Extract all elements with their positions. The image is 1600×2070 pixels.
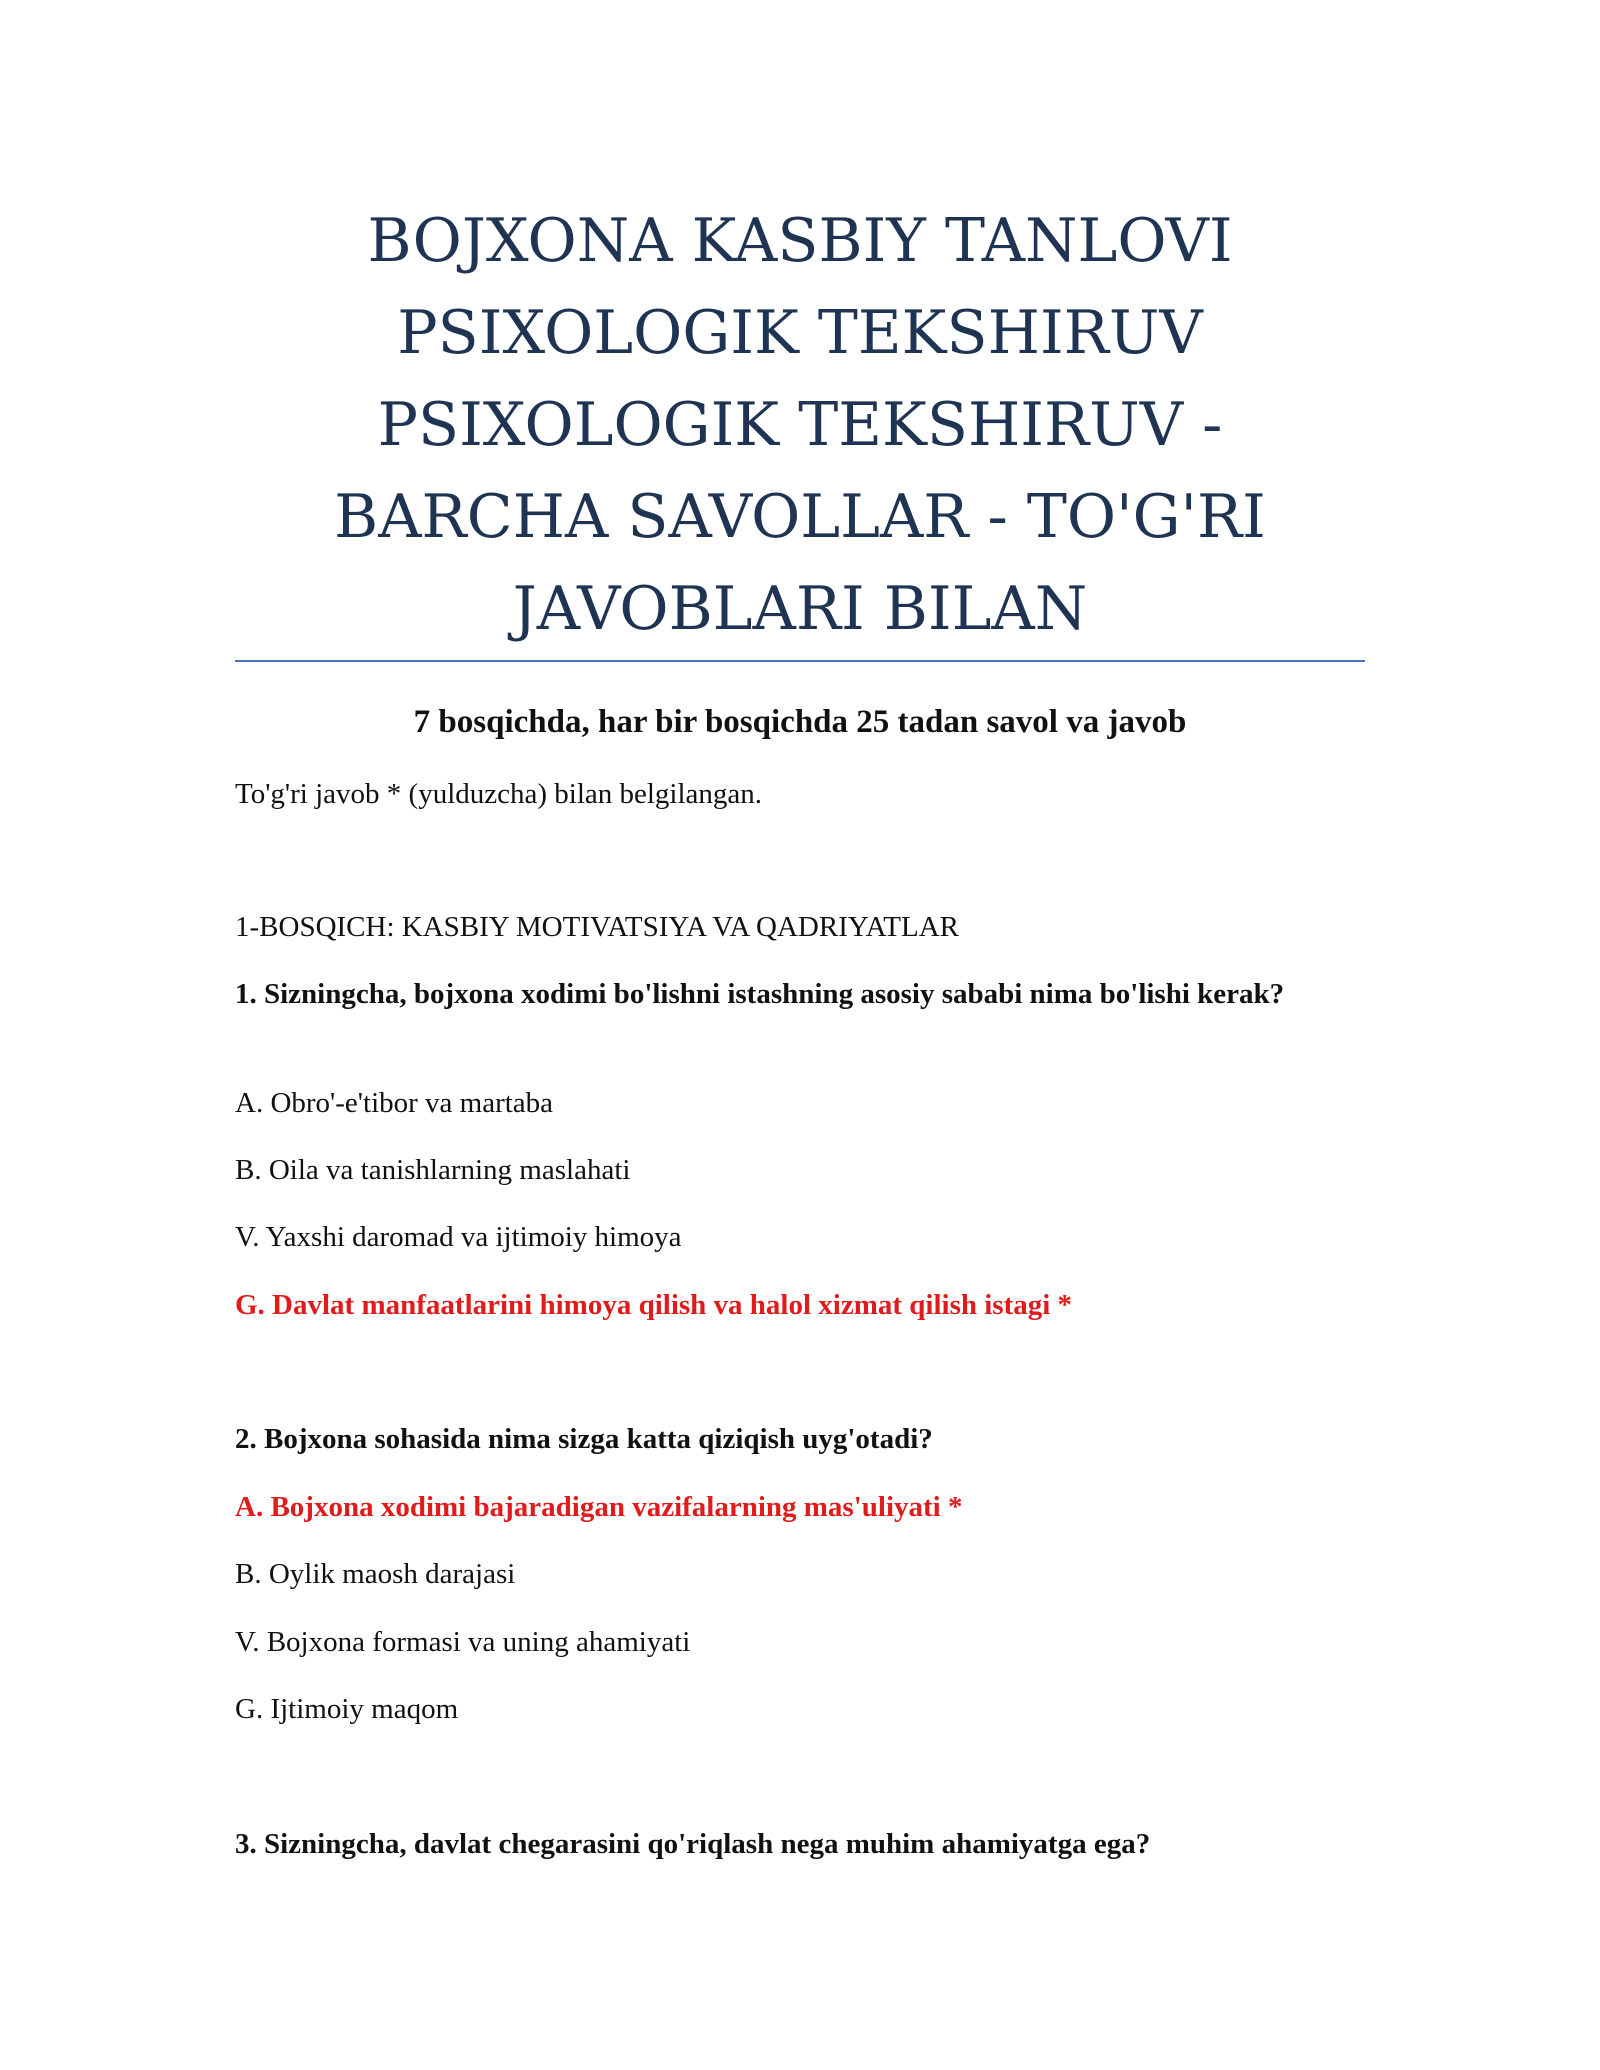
answer-option: G. Ijtimoiy maqom bbox=[235, 1693, 459, 1725]
answer-key-note: To'g'ri javob * (yulduzcha) bilan belgilangan. bbox=[235, 778, 763, 810]
answer-option: B. Oylik maosh darajasi bbox=[235, 1558, 516, 1590]
question-text: 3. Sizningcha, davlat chegarasini qo'riqlash nega muhim ahamiyatga ega? bbox=[235, 1828, 1151, 1860]
answer-option-correct: A. Bojxona xodimi bajaradigan vazifalarning mas'uliyati * bbox=[235, 1491, 963, 1523]
title-underline-divider bbox=[235, 660, 1365, 662]
title-line: PSIXOLOGIK TEKSHIRUV bbox=[397, 298, 1203, 368]
answer-option: V. Yaxshi daromad va ijtimoiy himoya bbox=[235, 1221, 682, 1253]
document-title bbox=[235, 195, 1365, 655]
title-line: PSIXOLOGIK TEKSHIRUV - bbox=[377, 390, 1223, 460]
answer-option: V. Bojxona formasi va uning ahamiyati bbox=[235, 1626, 691, 1658]
document-subtitle: 7 bosqichda, har bir bosqichda 25 tadan savol va javob bbox=[413, 704, 1187, 740]
question-text: 2. Bojxona sohasida nima sizga katta qiziqish uyg'otadi? bbox=[235, 1423, 933, 1455]
section-heading: 1-BOSQICH: KASBIY MOTIVATSIYA VA QADRIYATLAR bbox=[235, 911, 960, 943]
title-line: BOJXONA KASBIY TANLOVI bbox=[367, 206, 1233, 276]
title-line: BARCHA SAVOLLAR - TO'G'RI bbox=[334, 482, 1266, 552]
answer-option-correct: G. Davlat manfaatlarini himoya qilish va halol xizmat qilish istagi * bbox=[235, 1289, 1073, 1321]
question-text: 1. Sizningcha, bojxona xodimi bo'lishni istashning asosiy sababi nima bo'lishi kerak? bbox=[235, 978, 1285, 1010]
title-line: JAVOBLARI BILAN bbox=[512, 574, 1088, 644]
answer-option: B. Oila va tanishlarning maslahati bbox=[235, 1154, 631, 1186]
answer-option: A. Obro'-e'tibor va martaba bbox=[235, 1087, 554, 1119]
